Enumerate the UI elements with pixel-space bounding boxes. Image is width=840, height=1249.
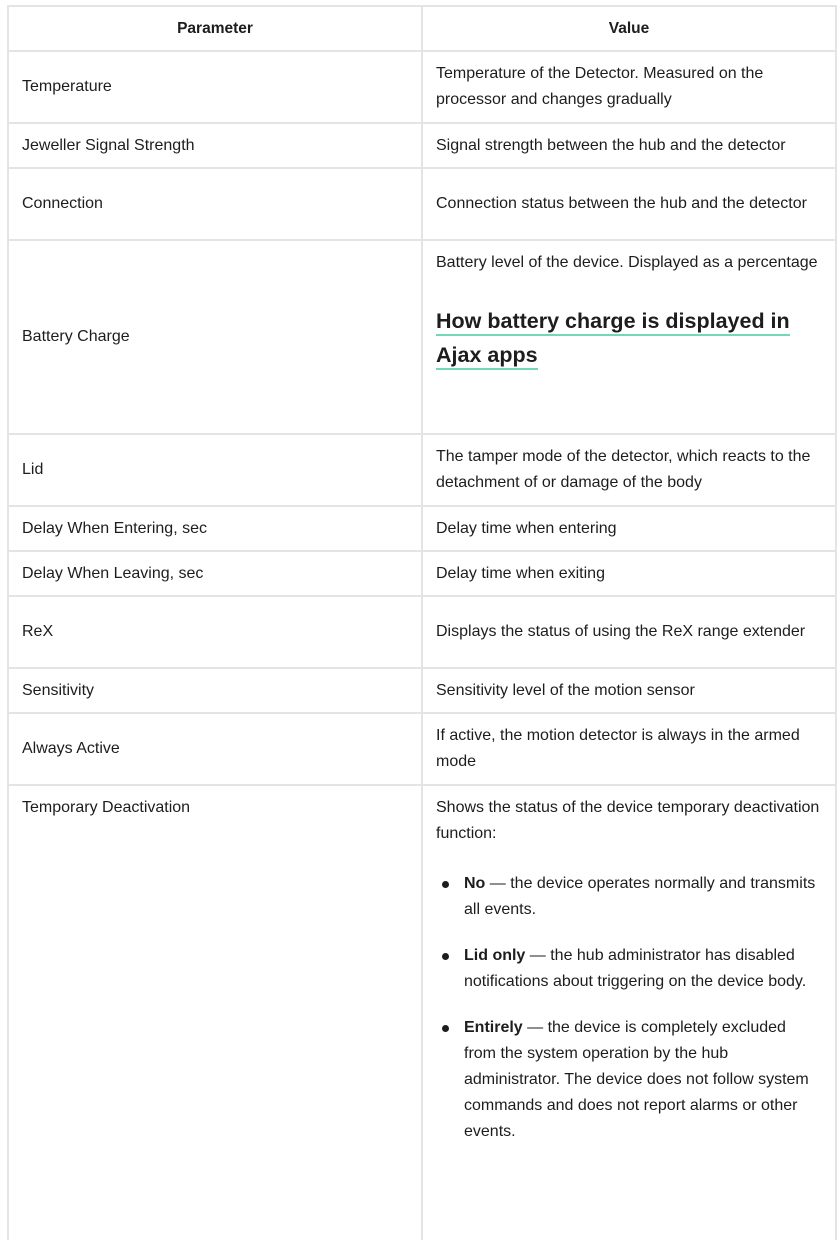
list-item — [436, 943, 822, 995]
header-value: Value — [422, 6, 836, 51]
value-sensitivity: Sensitivity level of the motion sensor — [422, 668, 836, 713]
param-always-active: Always Active — [8, 713, 422, 785]
param-battery-charge: Battery Charge — [8, 240, 422, 434]
param-jeweller-signal-strength: Jeweller Signal Strength — [8, 123, 422, 168]
table-row — [8, 668, 836, 713]
param-rex: ReX — [8, 596, 422, 668]
list-item — [436, 871, 822, 923]
value-temporary-deactivation — [422, 785, 836, 1240]
param-lid: Lid — [8, 434, 422, 506]
table-row — [8, 434, 836, 506]
table-row — [8, 123, 836, 168]
value-jeweller-signal-strength: Signal strength between the hub and the detector — [422, 123, 836, 168]
value-always-active: If active, the motion detector is always in the armed mode — [422, 713, 836, 785]
param-temporary-deactivation: Temporary Deactivation — [8, 785, 422, 1240]
value-delay-entering: Delay time when entering — [422, 506, 836, 551]
table-header-row — [8, 6, 836, 51]
param-delay-leaving: Delay When Leaving, sec — [8, 551, 422, 596]
option-desc: — the hub administrator has disabled notifications about triggering on the device body. — [464, 947, 807, 990]
bullet-icon — [442, 953, 449, 960]
value-temperature: Temperature of the Detector. Measured on the processor and changes gradually — [422, 51, 836, 123]
parameters-table-container — [7, 5, 835, 1240]
option-term: Lid only — [464, 947, 526, 964]
param-delay-entering: Delay When Entering, sec — [8, 506, 422, 551]
option-term: Entirely — [464, 1019, 523, 1036]
value-rex: Displays the status of using the ReX range extender — [422, 596, 836, 668]
option-desc: — the device is completely excluded from the system operation by the hub administrator. The device does not follow system commands and does not report alarms or other events. — [464, 1019, 809, 1140]
deactivation-options-list — [436, 871, 822, 1145]
header-parameter: Parameter — [8, 6, 422, 51]
list-item — [436, 1015, 822, 1145]
value-delay-leaving: Delay time when exiting — [422, 551, 836, 596]
parameters-table — [7, 5, 837, 1240]
value-connection: Connection status between the hub and the detector — [422, 168, 836, 240]
param-connection: Connection — [8, 168, 422, 240]
table-row — [8, 51, 836, 123]
battery-link-block — [436, 304, 822, 372]
option-term: No — [464, 875, 486, 892]
table-row — [8, 785, 836, 1240]
option-desc: — the device operates normally and transmits all events. — [464, 875, 816, 918]
table-row — [8, 596, 836, 668]
battery-charge-display-link[interactable]: How battery charge is displayed in Ajax apps — [436, 309, 790, 370]
table-row — [8, 240, 836, 434]
table-row — [8, 713, 836, 785]
table-row — [8, 551, 836, 596]
temporary-deactivation-description: Shows the status of the device temporary deactivation function: — [436, 799, 820, 842]
value-battery-charge — [422, 240, 836, 434]
battery-charge-description: Battery level of the device. Displayed as a percentage — [436, 254, 818, 271]
param-temperature: Temperature — [8, 51, 422, 123]
value-lid: The tamper mode of the detector, which reacts to the detachment of or damage of the body — [422, 434, 836, 506]
param-sensitivity: Sensitivity — [8, 668, 422, 713]
table-row — [8, 506, 836, 551]
bullet-icon — [442, 1025, 449, 1032]
table-row — [8, 168, 836, 240]
bullet-icon — [442, 881, 449, 888]
